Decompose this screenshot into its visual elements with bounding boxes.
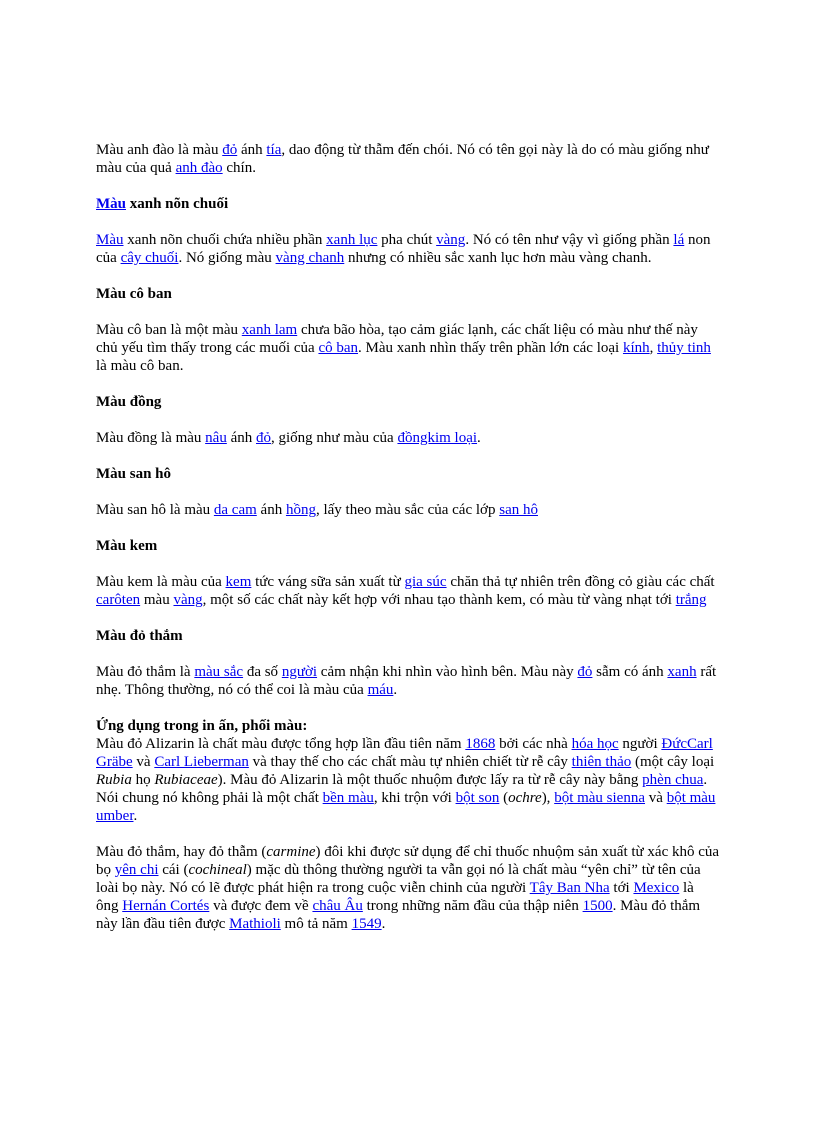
text: mô tả năm [280, 916, 352, 932]
text: , lấy theo màu sắc của các lớp [315, 502, 500, 518]
text: , dao động từ thẫm đến chói. Nó có tên gọi này là do có màu giống như màu của quả [96, 142, 709, 176]
link-carl-lieberman[interactable]: Carl Lieberman [154, 754, 249, 770]
link-xanh-luc[interactable]: xanh lục [326, 232, 378, 248]
text: Màu đỏ Alizarin là chất màu được tổng hợp lần đầu tiên năm [96, 736, 466, 752]
text: tới [609, 880, 634, 896]
link-tay-ban-nha[interactable]: Tây Ban Nha [529, 880, 610, 896]
link-chau-au[interactable]: châu Âu [312, 898, 363, 914]
text: chưa bão hòa, tạo cảm giác lạnh, các chất liệu có màu như thế này chủ yếu tìm thấy trong các muối của [96, 322, 698, 356]
text: Màu san hô là màu [96, 502, 214, 518]
text: bởi các nhà [495, 736, 572, 752]
link-vang[interactable]: vàng [436, 232, 466, 248]
link-da-cam[interactable]: da cam [213, 502, 257, 518]
paragraph-cobalt [96, 321, 720, 375]
text: pha chút [377, 232, 437, 248]
link-caroten[interactable]: carôten [96, 592, 141, 608]
link-mau[interactable]: Màu [96, 232, 124, 248]
text: non của [96, 232, 711, 266]
italic-cochineal: cochineal [188, 862, 247, 878]
text: cái ( [158, 862, 189, 878]
text: , [649, 340, 658, 356]
link-kem[interactable]: kem [225, 574, 252, 590]
link-la[interactable]: lá [673, 232, 685, 248]
text: Màu đỏ thắm là [96, 664, 195, 680]
link-do[interactable]: đỏ [222, 142, 238, 158]
paragraph-crimson [96, 663, 720, 699]
link-mau-sac[interactable]: màu sắc [194, 664, 244, 680]
link-san-ho[interactable]: san hô [499, 502, 538, 518]
link-vang-chanh[interactable]: vàng chanh [275, 250, 345, 266]
link-bot-mau-sienna[interactable]: bột màu sienna [554, 790, 646, 806]
link-mau-blood[interactable]: máu [367, 682, 394, 698]
text: (một cây loại [631, 754, 715, 770]
text: Màu cô ban là một màu [96, 322, 242, 338]
text: , khi trộn với [373, 790, 456, 806]
text: ánh [237, 142, 267, 158]
text: và [132, 754, 155, 770]
heading-coral: Màu san hô [96, 466, 172, 482]
paragraph-cherry [96, 141, 720, 177]
italic-carmine: carmine [266, 844, 316, 860]
link-do[interactable]: đỏ [256, 430, 271, 446]
text: . [381, 916, 386, 932]
text: chín. [222, 160, 256, 176]
link-xanh[interactable]: xanh [667, 664, 697, 680]
text: Màu đỏ thắm, hay đỏ thẫm ( [96, 844, 267, 860]
text: màu [140, 592, 174, 608]
link-yen-chi[interactable]: yên chi [114, 862, 159, 878]
text: người [618, 736, 662, 752]
italic-rubia: Rubia [96, 772, 132, 788]
link-1549[interactable]: 1549 [351, 916, 382, 932]
link-ben-mau[interactable]: bền màu [322, 790, 374, 806]
link-mathioli[interactable]: Mathioli [229, 916, 281, 932]
link-hong[interactable]: hồng [285, 502, 316, 518]
text: ) đôi khi được sử dụng để chỉ thuốc nhuộm sản xuất từ xác khô của bọ [96, 844, 720, 878]
text: ) mặc dù thông thường người ta vẫn gọi nó là chất màu “yên chỉ” từ tên của loài bọ này. Nó có lẽ được phát hiện ra trong cuộc viễn chinh của người [96, 862, 701, 896]
italic-ochre: ochre [508, 790, 542, 806]
link-tia[interactable]: tía [266, 142, 282, 158]
text: là màu cô ban. [96, 358, 184, 374]
paragraph-alizarin [96, 735, 720, 825]
heading-text: xanh nõn chuối [126, 196, 229, 212]
heading-copper: Màu đồng [96, 394, 162, 410]
text: . Nó giống màu [178, 250, 276, 266]
text: ánh [226, 430, 256, 446]
link-anh-dao[interactable]: anh đào [175, 160, 223, 176]
link-1868[interactable]: 1868 [465, 736, 496, 752]
text: . [133, 808, 138, 824]
text: , giống như màu của [271, 430, 398, 446]
text: Màu anh đào là màu [96, 142, 223, 158]
text: họ [131, 772, 155, 788]
link-hernan-cortes[interactable]: Hernán Cortés [122, 898, 210, 914]
text: . [477, 430, 481, 446]
text: . [393, 682, 398, 698]
heading-cream: Màu kem [96, 538, 158, 554]
text: chăn thả tự nhiên trên đồng cỏ giàu các chất [446, 574, 715, 590]
text: tức váng sữa sản xuất từ [251, 574, 405, 590]
link-dong-kim-loai[interactable]: đồngkim loại [397, 430, 478, 446]
text: . Màu xanh nhìn thấy trên phần lớn các loại [358, 340, 623, 356]
heading-link-mau[interactable]: Màu [96, 196, 126, 212]
link-thuy-tinh[interactable]: thủy tinh [657, 340, 711, 356]
paragraph-banana [96, 231, 720, 267]
link-bot-mau-umber[interactable]: bột màu umber [96, 790, 716, 824]
text: và thay thế cho các chất màu tự nhiên chiết từ rễ cây [248, 754, 572, 770]
text: ), [541, 790, 555, 806]
text: ( [499, 790, 509, 806]
link-vang[interactable]: vàng [173, 592, 203, 608]
text: và [645, 790, 667, 806]
text: . Nó có tên như vậy vì giống phần [465, 232, 674, 248]
link-mexico[interactable]: Mexico [633, 880, 680, 896]
text: đa số [243, 664, 282, 680]
text: sẫm có ánh [592, 664, 668, 680]
text: xanh nõn chuối chứa nhiều phần [123, 232, 327, 248]
text: ). Màu đỏ Alizarin là một thuốc nhuộm được lấy ra từ rễ cây này bằng [217, 772, 643, 788]
text: rất nhẹ. Thông thường, nó có thể coi là màu của [96, 664, 717, 698]
text: nhưng có nhiều sắc xanh lục hơn màu vàng chanh. [344, 250, 652, 266]
heading-cobalt: Màu cô ban [96, 286, 172, 302]
link-do[interactable]: đỏ [577, 664, 593, 680]
text: Màu đồng là màu [96, 430, 206, 446]
paragraph-carmine [96, 843, 720, 933]
link-xanh-lam[interactable]: xanh lam [241, 322, 298, 338]
link-thien-thao[interactable]: thiên thảo [571, 754, 632, 770]
text: và được đem về [209, 898, 313, 914]
link-kinh[interactable]: kính [622, 340, 650, 356]
link-nau[interactable]: nâu [205, 430, 227, 446]
link-1500[interactable]: 1500 [582, 898, 613, 914]
link-trang[interactable]: trắng [675, 592, 707, 608]
link-phen-chua[interactable]: phèn chua [642, 772, 704, 788]
link-gia-suc[interactable]: gia súc [404, 574, 447, 590]
paragraph-coral [96, 501, 720, 519]
text: Màu kem là màu của [96, 574, 226, 590]
text: , một số các chất này kết hợp với nhau tạo thành kem, có màu từ vàng nhạt tới [202, 592, 676, 608]
text: . Nói chung nó không phải là một chất [96, 772, 708, 806]
heading-crimson: Màu đỏ thắm [96, 628, 183, 644]
link-nguoi[interactable]: người [281, 664, 318, 680]
text: là ông [96, 880, 694, 914]
paragraph-copper [96, 429, 720, 447]
heading-usage: Ứng dụng trong in ấn, phối màu: [96, 718, 308, 734]
link-duc-carl-grabe[interactable]: ĐứcCarl Gräbe [96, 736, 713, 770]
link-co-ban[interactable]: cô ban [318, 340, 359, 356]
heading-banana [96, 195, 720, 213]
text: ánh [256, 502, 286, 518]
link-bot-son[interactable]: bột son [455, 790, 500, 806]
link-hoa-hoc[interactable]: hóa học [571, 736, 619, 752]
text: trong những năm đầu của thập niên [362, 898, 583, 914]
text: cảm nhận khi nhìn vào hình bên. Màu này [317, 664, 578, 680]
italic-rubiaceae: Rubiaceae [154, 772, 218, 788]
link-cay-chuoi[interactable]: cây chuối [120, 250, 179, 266]
text: . Màu đỏ thắm này lần đầu tiên được [96, 898, 701, 932]
paragraph-cream [96, 573, 720, 609]
